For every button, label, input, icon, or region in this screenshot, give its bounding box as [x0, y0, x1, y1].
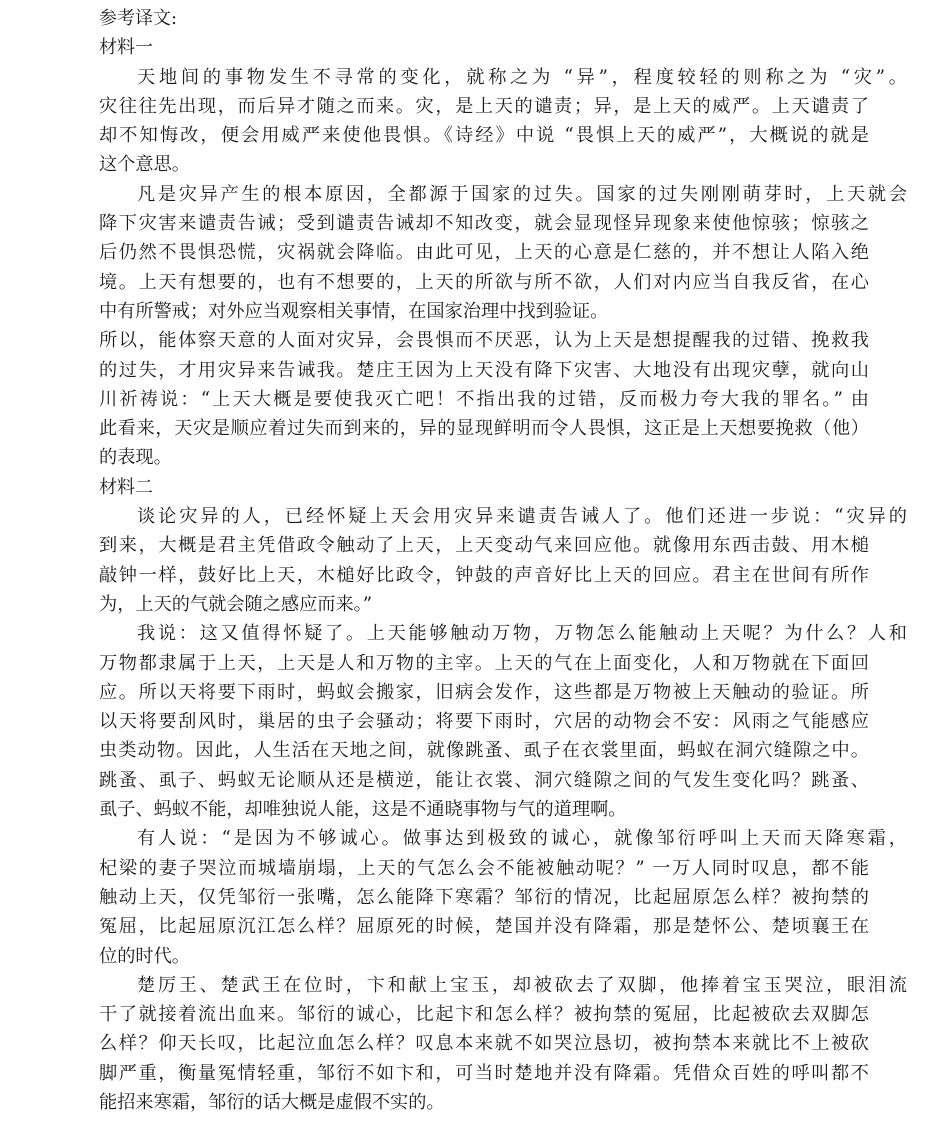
text-line: 以天将要刮风时，巢居的虫子会骚动；将要下雨时，穴居的动物会不安：风雨之气能感应	[99, 711, 869, 733]
text-line: 应。所以天将要下雨时，蚂蚁会搬家，旧病会发作，这些都是万物被上天触动的验证。所	[99, 681, 869, 703]
paragraph	[99, 326, 869, 472]
text-line: 虱子、蚂蚁不能，却唯独说人能，这是不通晓事物与气的道理啊。	[99, 799, 627, 821]
text-line: 为，上天的气就会随之感应而来。”	[99, 593, 373, 615]
text-line: 境。上天有想要的，也有不想要的，上天的所欲与所不欲，人们对内应当自我反省，在心	[99, 271, 869, 293]
paragraph	[99, 971, 907, 1117]
text-line: 的表现。	[99, 447, 172, 469]
paragraph	[99, 180, 907, 326]
text-line: 楚厉王、楚武王在位时，卞和献上宝玉，却被砍去了双脚，他捧着宝玉哭泣，眼泪流	[137, 974, 907, 996]
text-line: 脚严重，衡量冤情轻重，邹衍不如卞和，可当时楚地并没有降霜。凭借众百姓的呼叫都不	[99, 1062, 869, 1084]
text-line: 谈论灾异的人，已经怀疑上天会用灾异来谴责告诫人了。他们还进一步说：“灾异的	[137, 506, 907, 528]
text-line: 所以，能体察天意的人面对灾异，会畏惧而不厌恶，认为上天是想提醒我的过错、挽救我	[99, 330, 869, 352]
text-line: 冤屈，比起屈原沉江怎么样？屈原死的时候，楚国并没有降霜，那是楚怀公、楚顷襄王在	[99, 916, 869, 938]
text-line: 天地间的事物发生不寻常的变化，就称之为 “异”，程度较轻的则称之为 “灾”。	[137, 66, 907, 88]
section-heading: 材料一	[99, 37, 153, 59]
text-line: 这个意思。	[99, 154, 190, 176]
paragraph	[99, 619, 907, 824]
text-line: 敲钟一样，鼓好比上天，木槌好比政令，钟鼓的声音好比上天的回应。君主在世间有所作	[99, 564, 869, 586]
paragraph	[99, 824, 907, 970]
text-line: 此看来，天灾是顺应着过失而到来的，异的显现鲜明而令人畏惧，这正是上天想要挽救（他）	[99, 418, 869, 440]
document-title: 参考译文:	[99, 8, 178, 29]
text-line: 万物都隶属于上天，上天是人和万物的主宰。上天的气在上面变化，人和万物就在下面回	[99, 652, 869, 674]
paragraph	[99, 63, 907, 180]
text-line: 虫类动物。因此，人生活在天地之间，就像跳蚤、虱子在衣裳里面，蚂蚁在洞穴缝隙之中。	[99, 740, 869, 762]
section-heading: 材料二	[99, 476, 153, 498]
text-line: 我说：这又值得怀疑了。上天能够触动万物，万物怎么能触动上天呢？为什么？人和	[137, 623, 907, 645]
text-line: 位的时代。	[99, 945, 190, 967]
text-line: 中有所警戒；对外应当观察相关事情，在国家治理中找到验证。	[99, 300, 609, 322]
text-line: 有人说：“是因为不够诚心。做事达到极致的诚心，就像邹衍呼叫上天而天降寒霜，	[137, 828, 907, 850]
text-line: 凡是灾异产生的根本原因，全都源于国家的过失。国家的过失刚刚萌芽时，上天就会	[137, 183, 907, 205]
document-body	[99, 33, 907, 1117]
text-line: 么样？仰天长叹，比起泣血怎么样？叹息本来就不如哭泣恳切，被拘禁本来就比不上被砍	[99, 1033, 869, 1055]
text-line: 触动上天，仅凭邹衍一张嘴，怎么能降下寒霜？邹衍的情况，比起屈原怎么样？被拘禁的	[99, 886, 869, 908]
translation-document	[99, 4, 907, 1117]
text-line: 跳蚤、虱子、蚂蚁无论顺从还是横逆，能让衣裳、洞穴缝隙之间的气发生变化吗？跳蚤、	[99, 769, 869, 791]
text-line: 干了就接着流出血来。邹衍的诚心，比起卞和怎么样？被拘禁的冤屈，比起被砍去双脚怎	[99, 1004, 869, 1026]
text-line: 灾往往先出现，而后异才随之而来。灾，是上天的谴责；异，是上天的威严。上天谴责了	[99, 95, 869, 117]
text-line: 川祈祷说：“上天大概是要使我灭亡吧！不指出我的过错，反而极力夸大我的罪名。” 由	[99, 388, 869, 410]
paragraph	[99, 502, 907, 619]
text-line: 杞梁的妻子哭泣而城墙崩塌，上天的气怎么会不能被触动呢？” 一万人同时叹息，都不能	[99, 857, 869, 879]
text-line: 到来，大概是君主凭借政令触动了上天，上天变动气来回应他。就像用东西击鼓、用木槌	[99, 535, 869, 557]
text-line: 能招来寒霜，邹衍的话大概是虚假不实的。	[99, 1091, 445, 1113]
text-line: 降下灾害来谴责告诫；受到谴责告诫却不知改变，就会显现怪异现象来使他惊骇；惊骇之	[99, 213, 869, 235]
text-line: 的过失，才用灾异来告诫我。楚庄王因为上天没有降下灾害、大地没有出现灾孽，就向山	[99, 359, 869, 381]
text-line: 后仍然不畏惧恐慌，灾祸就会降临。由此可见，上天的心意是仁慈的，并不想让人陷入绝	[99, 242, 869, 264]
text-line: 却不知悔改，便会用威严来使他畏惧。《诗经》中说 “畏惧上天的威严”，大概说的就是	[99, 125, 869, 147]
